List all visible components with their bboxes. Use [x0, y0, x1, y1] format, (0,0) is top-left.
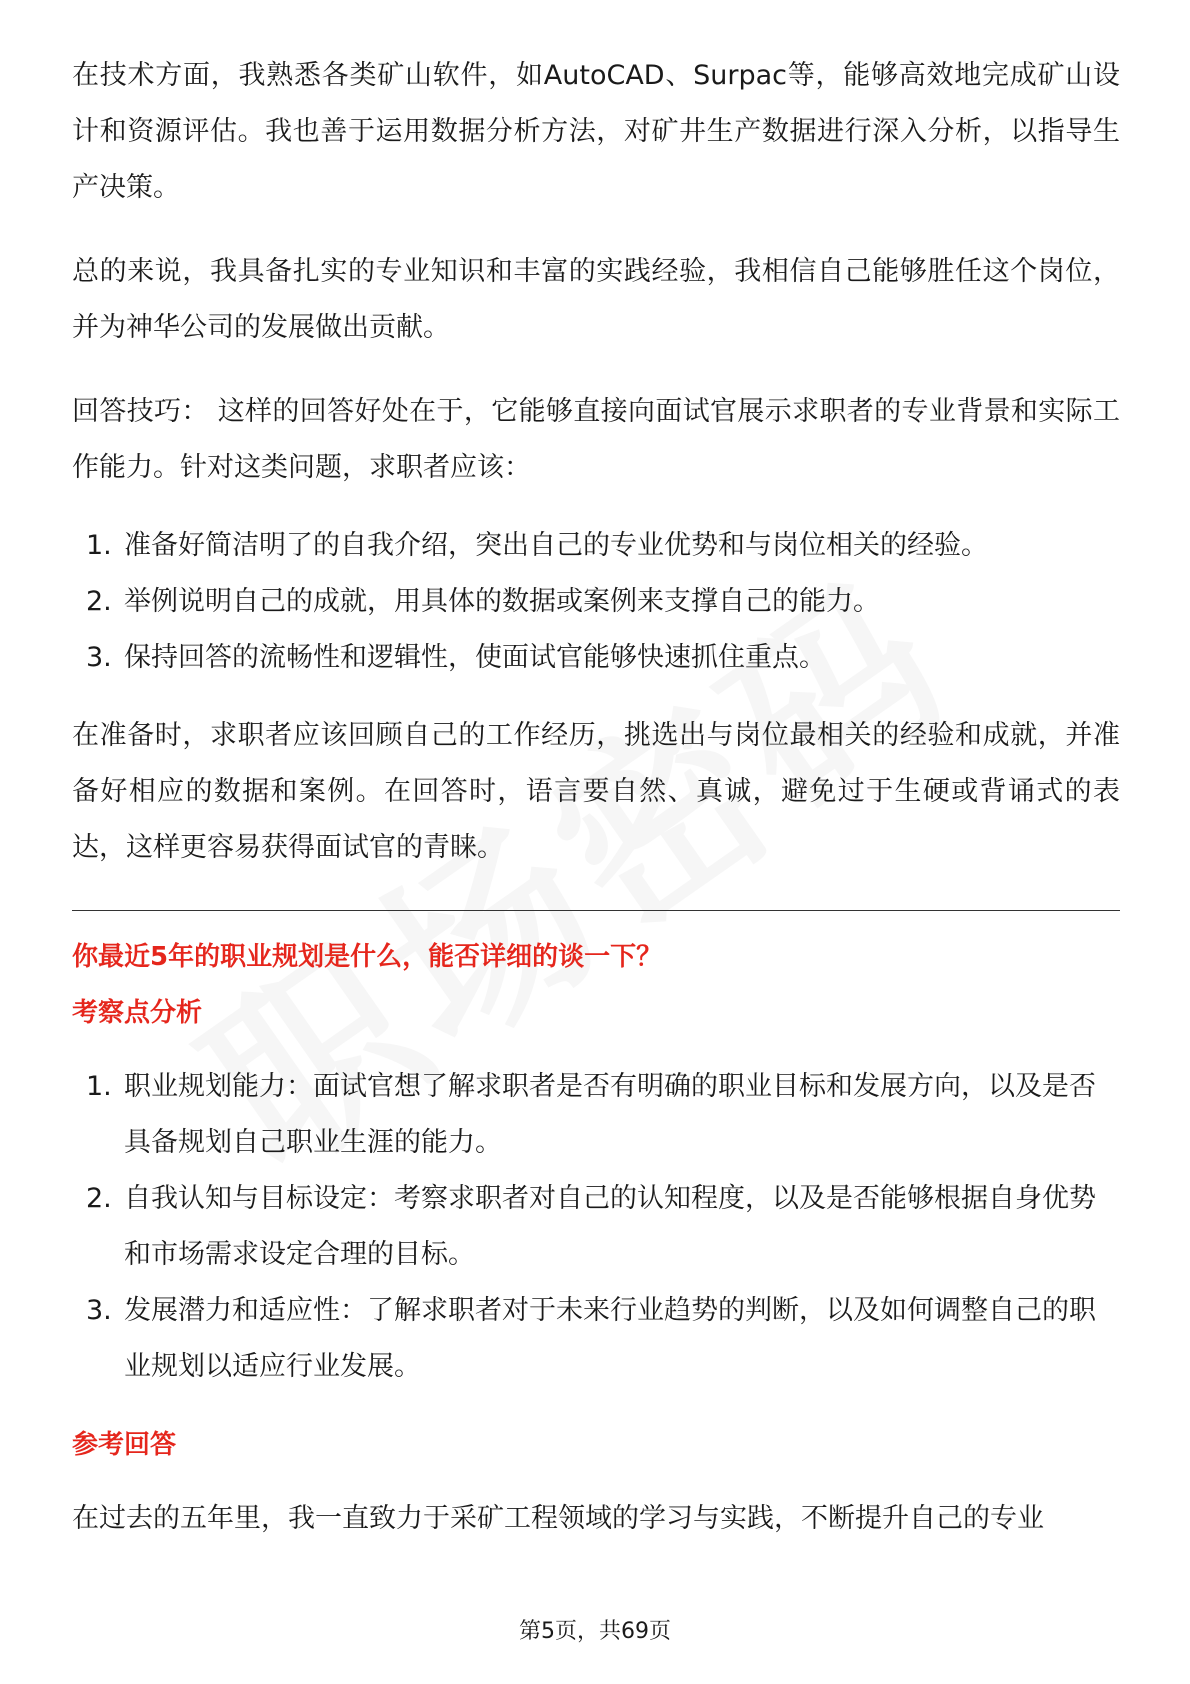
list-number: 2. [86, 1183, 112, 1214]
list-number: 3. [86, 642, 112, 673]
list-item [72, 518, 1120, 574]
list-text: 保持回答的流畅性和逻辑性，使面试官能够快速抓住重点。 [124, 642, 826, 673]
list-number: 1. [86, 1071, 112, 1102]
list-text: 职业规划能力：面试官想了解求职者是否有明确的职业目标和发展方向，以及是否具备规划自己职业生涯的能力。 [124, 1071, 1096, 1158]
paragraph-summary: 总的来说，我具备扎实的专业知识和丰富的实践经验，我相信自己能够胜任这个岗位，并为神华公司的发展做出贡献。 [72, 256, 1120, 343]
analysis-list [72, 1059, 1120, 1395]
section-divider [72, 910, 1120, 911]
paragraph-technical: 在技术方面，我熟悉各类矿山软件，如AutoCAD、Surpac等，能够高效地完成矿山设计和资源评估。我也善于运用数据分析方法，对矿井生产数据进行深入分析，以指导生产决策。 [72, 60, 1120, 203]
list-item [72, 574, 1120, 630]
list-text: 自我认知与目标设定：考察求职者对自己的认知程度，以及是否能够根据自身优势和市场需求设定合理的目标。 [124, 1183, 1096, 1270]
list-item [72, 630, 1120, 686]
list-number: 2. [86, 586, 112, 617]
list-item [72, 1059, 1120, 1171]
document-body [72, 48, 1120, 1575]
list-number: 3. [86, 1295, 112, 1326]
analysis-heading: 考察点分析 [72, 998, 203, 1028]
paragraph-preparation: 在准备时，求职者应该回顾自己的工作经历，挑选出与岗位最相关的经验和成就，并准备好相应的数据和案例。在回答时，语言要自然、真诚，避免过于生硬或背诵式的表达，这样更容易获得面试官的青睐。 [72, 720, 1120, 863]
tips-list [72, 518, 1120, 686]
list-text: 举例说明自己的成就，用具体的数据或案例来支撑自己的能力。 [124, 586, 880, 617]
page-number: 第5页，共69页 [519, 1619, 671, 1644]
question-title: 你最近5年的职业规划是什么，能否详细的谈一下？ [72, 942, 663, 972]
list-item [72, 1171, 1120, 1283]
list-item [72, 1283, 1120, 1395]
list-text: 发展潜力和适应性：了解求职者对于未来行业趋势的判断，以及如何调整自己的职业规划以适应行业发展。 [124, 1295, 1096, 1382]
list-number: 1. [86, 530, 112, 561]
answer-heading: 参考回答 [72, 1430, 177, 1460]
paragraph-answer-tips: 回答技巧： 这样的回答好处在于，它能够直接向面试官展示求职者的专业背景和实际工作能力。针对这类问题，求职者应该： [72, 396, 1120, 483]
list-text: 准备好简洁明了的自我介绍，突出自己的专业优势和与岗位相关的经验。 [124, 530, 988, 561]
paragraph-answer: 在过去的五年里，我一直致力于采矿工程领域的学习与实践，不断提升自己的专业 [72, 1503, 1044, 1534]
